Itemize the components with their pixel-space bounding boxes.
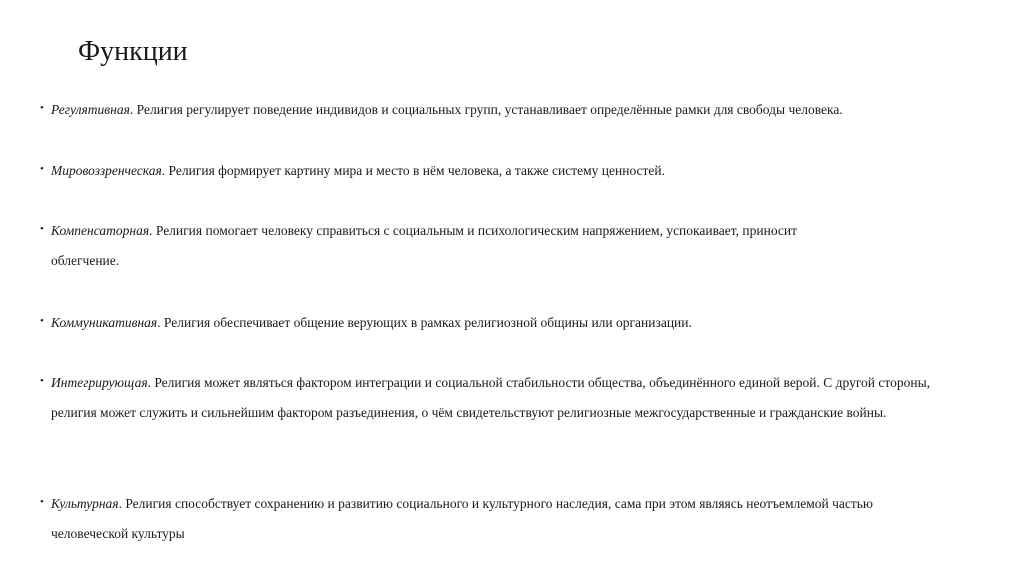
function-term: Компенсаторная xyxy=(51,223,150,238)
list-item-text xyxy=(51,216,840,276)
list-item-text xyxy=(51,368,945,428)
list-item-communicative xyxy=(40,308,960,338)
bullet-icon: • xyxy=(40,375,44,387)
function-term: Мировоззренческая xyxy=(51,163,162,178)
function-description: . Религия способствует сохранению и развитию социального и культурного наследия, сама при этом являясь неотъемлемой частью человеческой культуры xyxy=(51,496,874,541)
list-item-integrating xyxy=(40,368,945,428)
function-term: Коммуникативная xyxy=(51,315,158,330)
list-item-text xyxy=(51,489,910,549)
function-description: . Религия регулирует поведение индивидов и социальных групп, устанавливает определённые рамки для свободы человека. xyxy=(129,102,843,117)
list-item-text xyxy=(51,308,960,338)
list-item-text xyxy=(51,156,960,186)
function-description: . Религия помогает человеку справиться с социальным и психологическим напряжением, успокаивает, приносит облегчение. xyxy=(51,223,798,268)
list-item-compensatory xyxy=(40,216,840,276)
function-term: Интегрирующая xyxy=(51,375,148,390)
function-term: Культурная xyxy=(51,496,119,511)
list-item-regulative xyxy=(40,95,960,125)
bullet-icon: • xyxy=(40,163,44,175)
bullet-icon: • xyxy=(40,315,44,327)
list-item-cultural xyxy=(40,489,910,549)
slide-title: Функции xyxy=(78,36,188,67)
function-description: . Религия формирует картину мира и место в нём человека, а также систему ценностей. xyxy=(161,163,666,178)
list-item-worldview xyxy=(40,156,960,186)
function-term: Регулятивная xyxy=(51,102,130,117)
bullet-icon: • xyxy=(40,102,44,114)
list-item-text xyxy=(51,95,960,125)
bullet-icon: • xyxy=(40,223,44,235)
function-description: . Религия может являться фактором интеграции и социальной стабильности общества, объединённого единой верой. С другой стороны, религия может служить и сильнейшим фактором разъединения, о чём свидетельствуют религиозные межгосударственные и гражданские войны. xyxy=(51,375,931,420)
bullet-icon: • xyxy=(40,496,44,508)
function-description: . Религия обеспечивает общение верующих в рамках религиозной общины или организации. xyxy=(157,315,692,330)
